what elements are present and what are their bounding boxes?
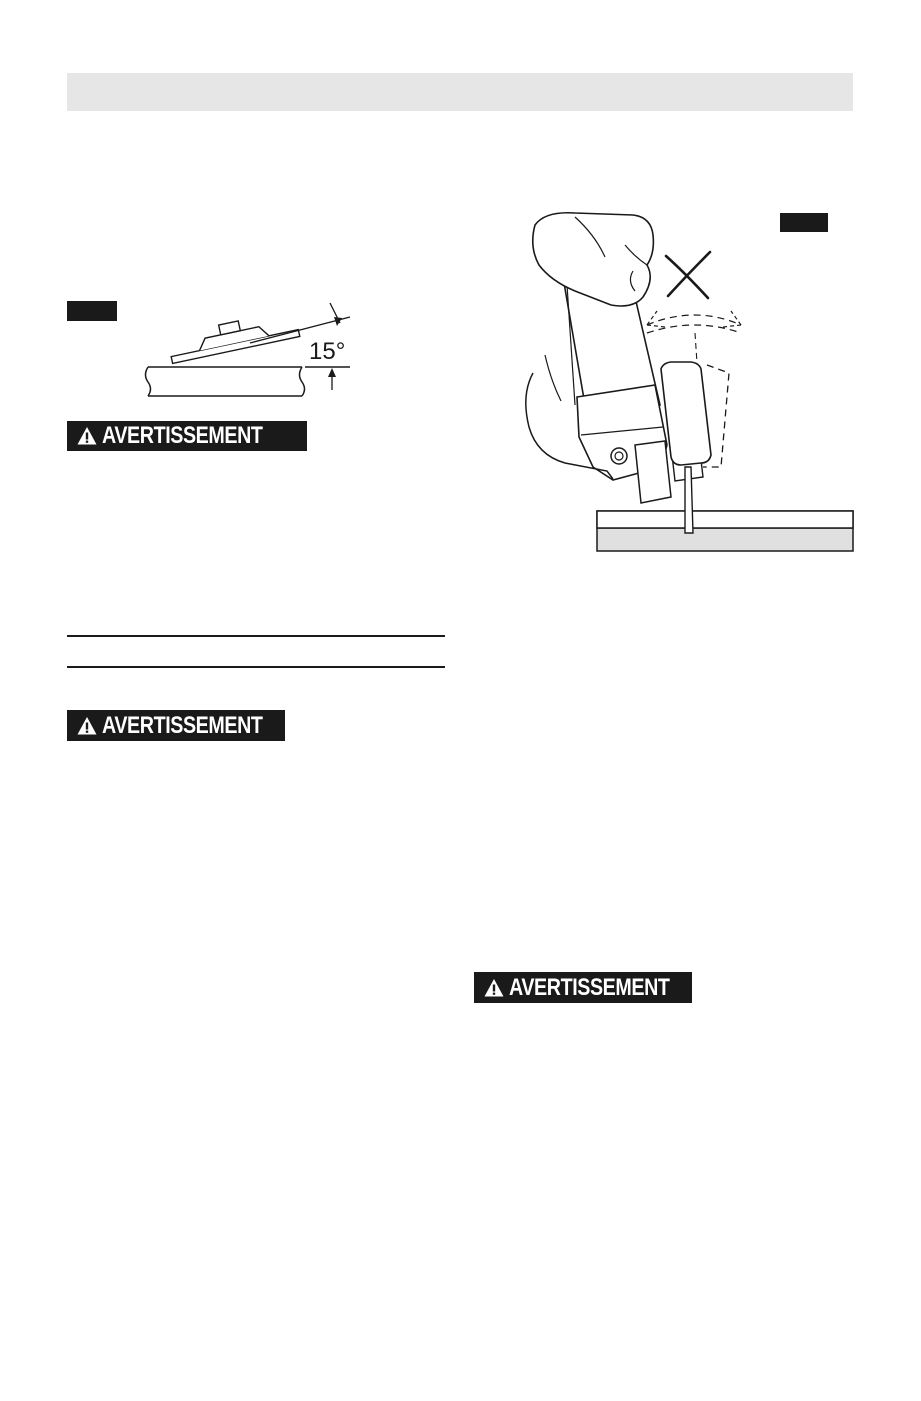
grinding-disc	[167, 309, 300, 363]
hand	[533, 213, 654, 306]
workpiece-outline	[148, 367, 302, 396]
disc-guard	[661, 362, 711, 465]
warning-label: AVERTISSEMENT	[102, 422, 263, 449]
warning-banner	[67, 710, 285, 741]
angle-label: 15°	[309, 338, 346, 365]
warning-triangle-icon	[77, 426, 97, 446]
figure-tag-left	[67, 301, 117, 321]
section-rule-top	[67, 635, 445, 637]
section-header-bar	[67, 73, 853, 111]
warning-triangle-icon	[77, 716, 97, 736]
incorrect-x-mark	[660, 246, 716, 302]
warning-banner	[67, 421, 307, 451]
warning-banner	[474, 972, 692, 1003]
warning-label: AVERTISSEMENT	[509, 973, 670, 1001]
section-rule-bottom	[67, 666, 445, 668]
warning-label: AVERTISSEMENT	[102, 711, 263, 739]
warning-triangle-icon	[484, 978, 504, 998]
